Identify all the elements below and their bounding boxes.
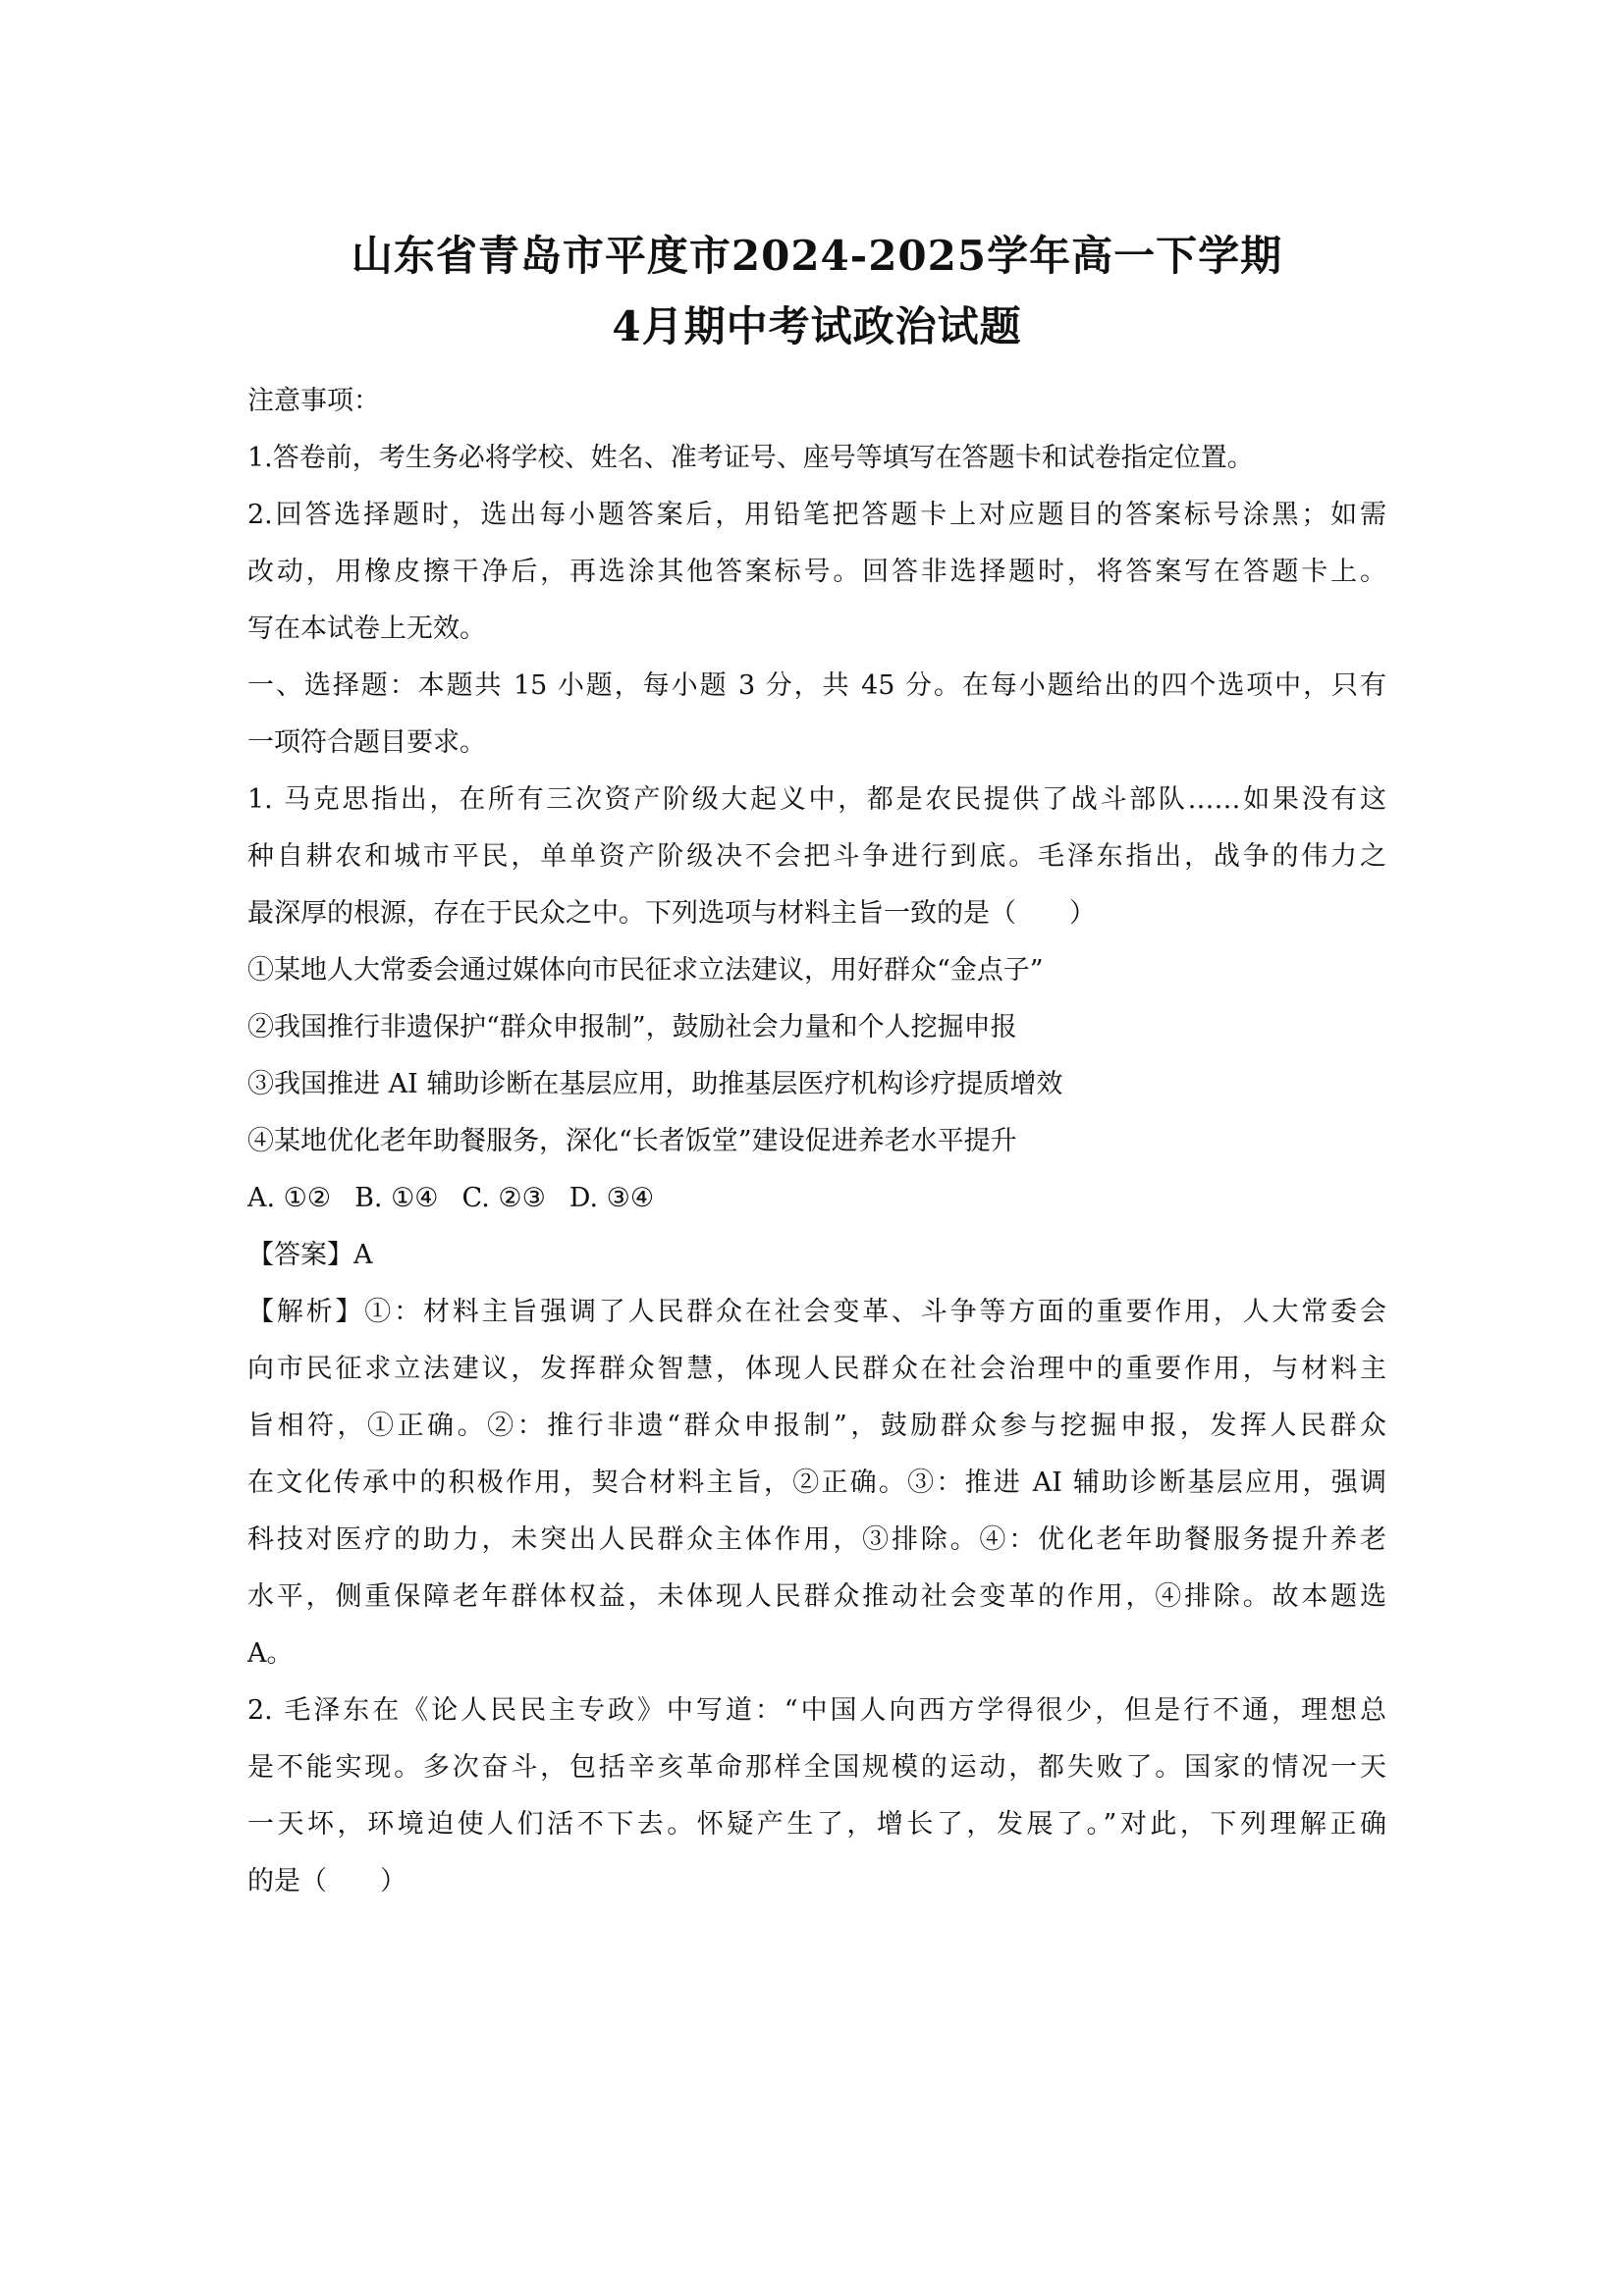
notice-item-1: 1.答卷前，考生务必将学校、姓名、准考证号、座号等填写在答题卡和试卷指定位置。 (247, 443, 1254, 473)
question-1-answer: 【答案】A (247, 1240, 373, 1270)
question-2-stem-line-3: 一天坏，环境迫使人们活不下去。怀疑产生了，增长了，发展了。”对此，下列理解正确 (247, 1809, 1386, 1840)
question-1-statement-2: ②我国推行非遗保护“群众申报制”，鼓励社会力量和个人挖掘申报 (247, 1012, 1017, 1042)
notice-item-2-line-2: 改动，用橡皮擦干净后，再选涂其他答案标号。回答非选择题时，将答案写在答题卡上。 (247, 557, 1386, 587)
section-heading-line-1: 一、选择题：本题共 15 小题，每小题 3 分，共 45 分。在每小题给出的四个选项中，只有 (247, 670, 1386, 701)
question-1-statement-4: ④某地优化老年助餐服务，深化“长者饭堂”建设促进养老水平提升 (247, 1126, 1017, 1156)
notice-section (247, 373, 1386, 658)
exam-page (247, 224, 1386, 1910)
question-1-analysis-line-1: 【解析】①：材料主旨强调了人民群众在社会变革、斗争等方面的重要作用，人大常委会 (247, 1297, 1386, 1327)
question-1-analysis-line-3: 旨相符，①正确。②：推行非遗“群众申报制”，鼓励群众参与挖掘申报，发挥人民群众 (247, 1411, 1386, 1441)
notice-item-2-line-3: 写在本试卷上无效。 (247, 614, 486, 644)
question-1-analysis-line-6: 水平，侧重保障老年群体权益，未体现人民群众推动社会变革的作用，④排除。故本题选 (247, 1581, 1386, 1612)
notice-heading: 注意事项： (247, 386, 380, 416)
section-heading-line-2: 一项符合题目要求。 (247, 727, 486, 758)
question-1-stem-line-1: 1. 马克思指出，在所有三次资产阶级大起义中，都是农民提供了战斗部队……如果没有这 (247, 784, 1386, 815)
option-a: A. ①② (247, 1183, 332, 1213)
question-1-stem-line-3: 最深厚的根源，存在于民众之中。下列选项与材料主旨一致的是（ ） (247, 898, 1096, 929)
question-2-stem-line-1: 2. 毛泽东在《论人民民主专政》中写道：“中国人向西方学得很少，但是行不通，理想总 (247, 1695, 1386, 1726)
exam-title-line2: 4月期中考试政治试题 (612, 302, 1022, 350)
question-1 (247, 772, 1386, 1682)
notice-item-2-line-1: 2.回答选择题时，选出每小题答案后，用铅笔把答题卡上对应题目的答案标号涂黑；如需 (247, 500, 1386, 530)
question-1-analysis-line-5: 科技对医疗的助力，未突出人民群众主体作用，③排除。④：优化老年助餐服务提升养老 (247, 1524, 1386, 1555)
question-2-stem-line-4: 的是（ ） (247, 1866, 406, 1896)
question-1-analysis-line-2: 向市民征求立法建议，发挥群众智慧，体现人民群众在社会治理中的重要作用，与材料主 (247, 1354, 1386, 1384)
question-1-analysis-line-7: A。 (247, 1638, 294, 1669)
option-c: C. ②③ (461, 1183, 546, 1213)
question-1-statement-1: ①某地人大常委会通过媒体向市民征求立法建议，用好群众“金点子” (247, 955, 1044, 986)
section-choice-heading (247, 658, 1386, 772)
question-2-stem-line-2: 是不能实现。多次奋斗，包括辛亥革命那样全国规模的运动，都失败了。国家的情况一天 (247, 1752, 1386, 1783)
title-block (247, 224, 1386, 359)
question-2 (247, 1682, 1386, 1910)
question-1-analysis-line-4: 在文化传承中的积极作用，契合材料主旨，②正确。③：推进 AI 辅助诊断基层应用，强调 (247, 1468, 1386, 1498)
option-d: D. ③④ (568, 1183, 655, 1213)
question-1-options (247, 1170, 1386, 1227)
option-b: B. ①④ (354, 1183, 439, 1213)
question-1-statement-3: ③我国推进 AI 辅助诊断在基层应用，助推基层医疗机构诊疗提质增效 (247, 1069, 1063, 1099)
exam-title-line1: 山东省青岛市平度市2024-2025学年高一下学期 (351, 232, 1283, 280)
question-1-stem-line-2: 种自耕农和城市平民，单单资产阶级决不会把斗争进行到底。毛泽东指出，战争的伟力之 (247, 841, 1386, 872)
